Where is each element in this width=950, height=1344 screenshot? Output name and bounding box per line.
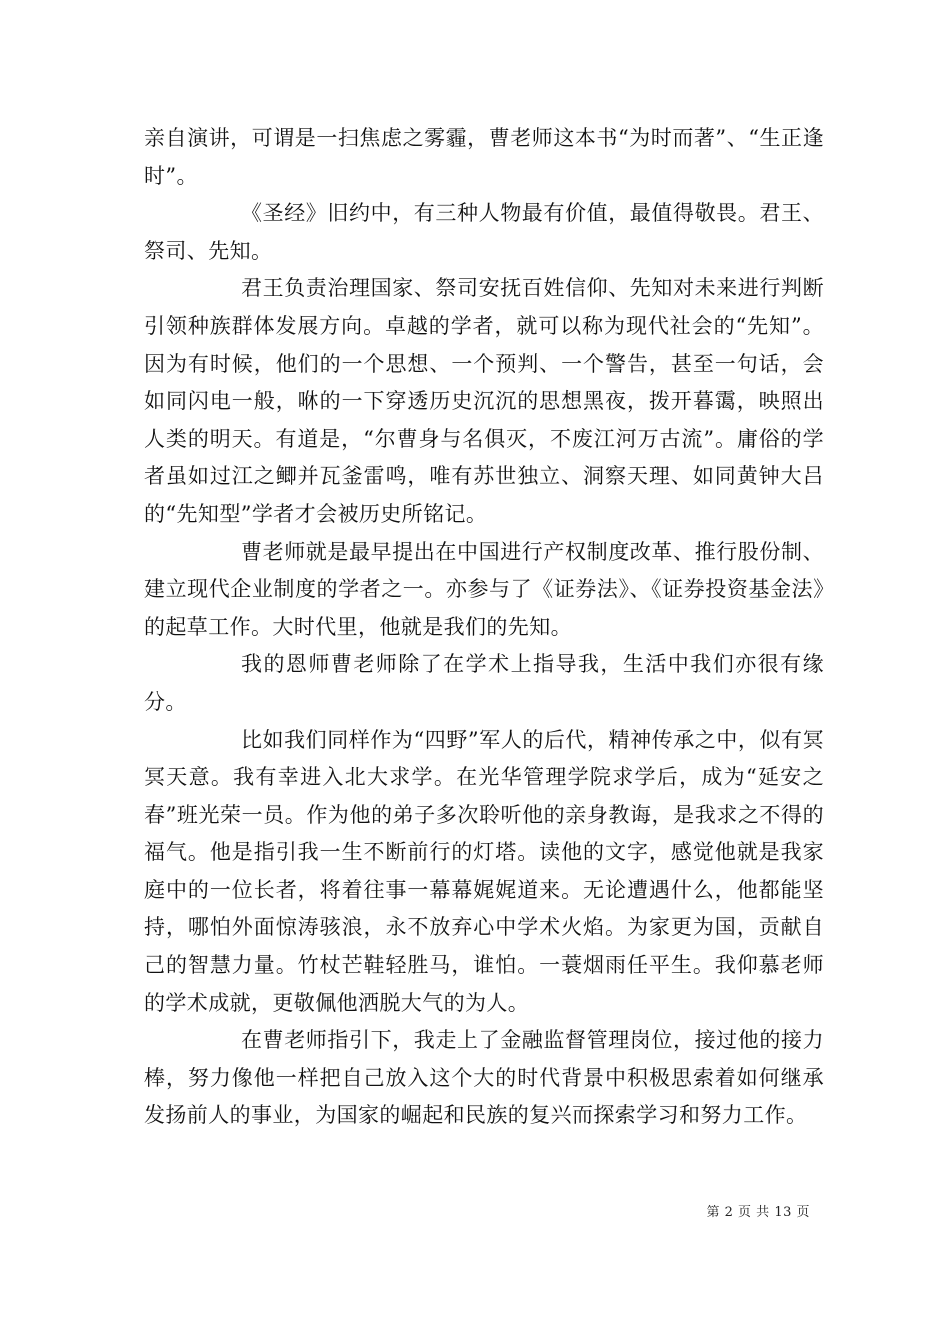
paragraph-2: 《圣经》旧约中，有三种人物最有价值，最值得敬畏。君王、祭司、先知。 xyxy=(144,201,824,263)
page-number-footer: 第 2 页 共 13 页 xyxy=(706,1205,810,1220)
body-text xyxy=(144,120,824,1135)
paragraph-7: 在曹老师指引下，我走上了金融监督管理岗位，接过他的接力棒，努力像他一样把自己放入这个大的时代背景中积极思索着如何继承发扬前人的事业，为国家的崛起和民族的复兴而探索学习和努力工作。 xyxy=(144,1028,824,1128)
paragraph-1: 亲自演讲，可谓是一扫焦虑之雾霾，曹老师这本书“为时而著”、“生正逢时”。 xyxy=(144,126,824,188)
paragraph-3: 君王负责治理国家、祭司安抚百姓信仰、先知对未来进行判断引领种族群体发展方向。卓越的学者，就可以称为现代社会的“先知”。因为有时候，他们的一个思想、一个预判、一个警告，甚至一句话，会如同闪电一般，咻的一下穿透历史沉沉的思想黑夜，拨开暮霭，映照出人类的明天。有道是，“尔曹身与名俱灭，不废江河万古流”。庸俗的学者虽如过江之鲫并瓦釜雷鸣，唯有苏世独立、洞察天理、如同黄钟大吕的“先知型”学者才会被历史所铭记。 xyxy=(144,276,824,526)
paragraph-6: 比如我们同样作为“四野”军人的后代，精神传承之中，似有冥冥天意。我有幸进入北大求学。在光华管理学院求学后，成为“延安之春”班光荣一员。作为他的弟子多次聆听他的亲身教诲，是我求之不得的福气。他是指引我一生不断前行的灯塔。读他的文字，感觉他就是我家庭中的一位长者，将着往事一幕幕娓娓道来。无论遭遇什么，他都能坚持，哪怕外面惊涛骇浪，永不放弃心中学术火焰。为家更为国，贡献自己的智慧力量。竹杖芒鞋轻胜马，谁怕。一蓑烟雨任平生。我仰慕老师的学术成就，更敬佩他洒脱大气的为人。 xyxy=(144,727,824,1015)
paragraph-5: 我的恩师曹老师除了在学术上指导我，生活中我们亦很有缘分。 xyxy=(144,652,824,714)
paragraph-4: 曹老师就是最早提出在中国进行产权制度改革、推行股份制、建立现代企业制度的学者之一。亦参与了《证券法》、《证券投资基金法》的起草工作。大时代里，他就是我们的先知。 xyxy=(144,539,824,639)
